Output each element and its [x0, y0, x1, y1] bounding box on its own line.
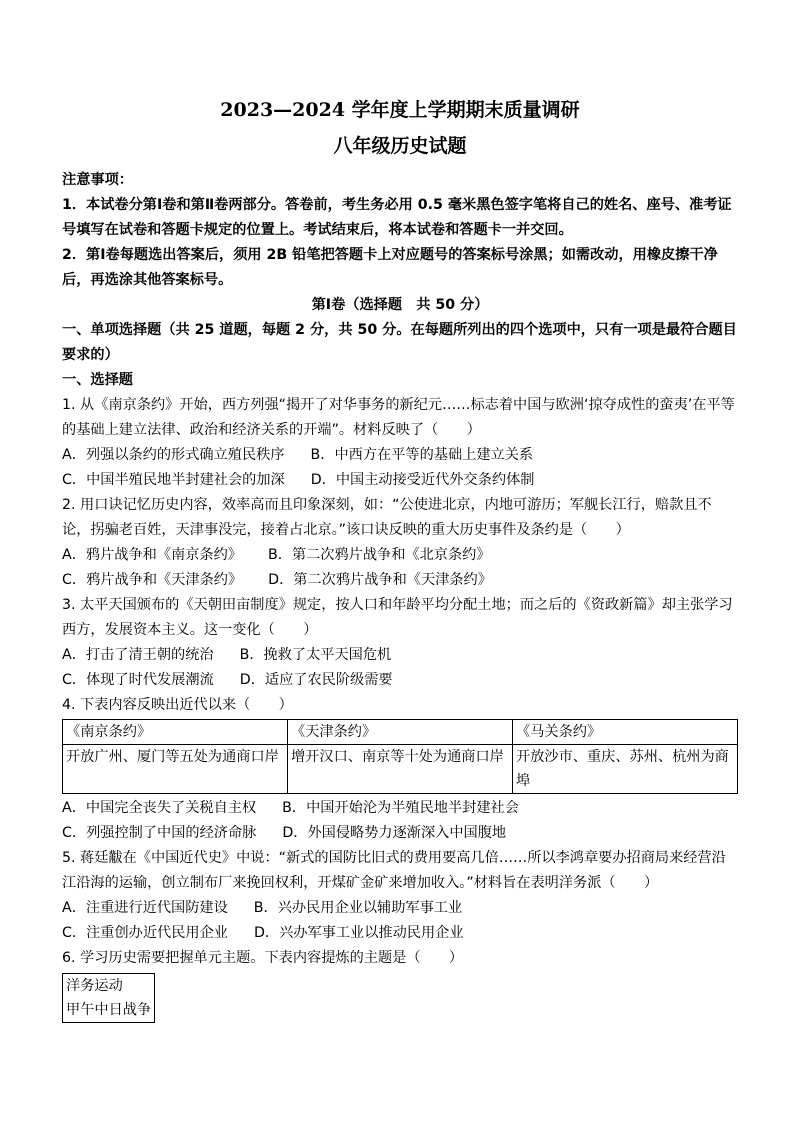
- option-c[interactable]: C．鸦片战争和《天津条约》: [62, 572, 243, 588]
- question-1: [62, 393, 738, 493]
- table-row: [63, 745, 738, 794]
- option-b[interactable]: B．挽救了太平天国危机: [239, 647, 392, 663]
- option-row: [62, 896, 738, 921]
- table-header-cell: 《南京条约》: [63, 720, 288, 745]
- option-c[interactable]: C．中国半殖民地半封建社会的加深: [62, 472, 285, 488]
- question-stem: 5. 蒋廷黻在《中国近代史》中说：“新式的国防比旧式的费用要高几倍……所以李鸿章要办招商局来经营沿江沿海的运输，创立制布厂来挽回权利，开煤矿金矿来增加收入。”材料旨在表明洋务派（ ）: [62, 850, 726, 891]
- option-d[interactable]: D．第二次鸦片战争和《天津条约》: [268, 572, 492, 588]
- option-a[interactable]: A．列强以条约的形式确立殖民秩序: [62, 447, 285, 463]
- notes-heading: 注意事项：: [62, 172, 133, 188]
- table-cell-line: 洋务运动: [66, 978, 123, 994]
- question-6: [62, 946, 738, 1023]
- theme-table: [62, 973, 155, 1023]
- option-d[interactable]: D．中国主动接受近代外交条约体制: [310, 472, 535, 488]
- table-cell-line: 甲午中日战争: [66, 1002, 152, 1018]
- exam-subtitle: 八年级历史试题: [333, 135, 467, 157]
- option-row: [62, 643, 738, 668]
- table-header-cell: 《天津条约》: [288, 720, 513, 745]
- option-a[interactable]: A．鸦片战争和《南京条约》: [62, 547, 242, 563]
- option-b[interactable]: B．中国开始沦为半殖民地半封建社会: [282, 800, 519, 816]
- option-c[interactable]: C．体现了时代发展潮流: [62, 672, 214, 688]
- treaty-table: [62, 719, 738, 794]
- option-c[interactable]: C．列强控制了中国的经济命脉: [62, 825, 257, 841]
- question-2: [62, 493, 738, 593]
- question-stem: 4. 下表内容反映出近代以来（ ）: [62, 697, 293, 713]
- option-row: [62, 443, 738, 468]
- table-header-cell: 《马关条约》: [513, 720, 738, 745]
- table-header-row: [63, 720, 738, 745]
- option-row: [62, 568, 738, 593]
- option-row: [62, 468, 738, 493]
- question-stem: 2. 用口诀记忆历史内容，效率高而且印象深刻，如：“公使进北京，内地可游历；军舰长江行，赔款且不论，拐骗老百姓，天津事没完，接着占北京。”该口诀反映的重大历史事件及条约是（ ）: [62, 497, 712, 538]
- option-row: [62, 668, 738, 693]
- question-stem: 3. 太平天国颁布的《天朝田亩制度》规定，按人口和年龄平均分配土地；而之后的《资政新篇》却主张学习西方，发展资本主义。这一变化（ ）: [62, 597, 733, 638]
- notes-item-1: 1．本试卷分第Ⅰ卷和第Ⅱ卷两部分。答卷前，考生务必用 0.5 毫米黑色签字笔将自己的姓名、座号、准考证号填写在试卷和答题卡规定的位置上。考试结束后，将本试卷和答题卡一并交回。: [62, 197, 732, 238]
- option-b[interactable]: B．第二次鸦片战争和《北京条约》: [267, 547, 491, 563]
- table-cell: [63, 974, 155, 1023]
- notes-item-2: 2．第Ⅰ卷每题选出答案后，须用 2B 铅笔把答题卡上对应题号的答案标号涂黑；如需改动，用橡皮擦干净后，再选涂其他答案标号。: [62, 247, 718, 288]
- option-row: [62, 821, 738, 846]
- table-row: [63, 974, 155, 1023]
- option-a[interactable]: A．打击了清王朝的统治: [62, 647, 214, 663]
- option-b[interactable]: B．兴办民用企业以辅助军事工业: [253, 900, 463, 916]
- notes-section: [62, 168, 738, 293]
- table-cell: 增开汉口、南京等十处为通商口岸: [288, 745, 513, 794]
- table-cell: 开放沙市、重庆、苏州、杭州为商埠: [513, 745, 738, 794]
- option-c[interactable]: C．注重创办近代民用企业: [62, 925, 228, 941]
- exam-title: 2023—2024 学年度上学期期末质量调研: [220, 99, 580, 121]
- question-stem: 1. 从《南京条约》开始，西方列强“揭开了对华事务的新纪元……标志着中国与欧洲‘掠夺成性的蛮夷’在平等的基础上建立法律、政治和经济关系的开端”。材料反映了（ ）: [62, 397, 735, 438]
- option-row: [62, 921, 738, 946]
- question-5: [62, 846, 738, 946]
- section-subheading: 一、选择题: [62, 372, 133, 388]
- option-d[interactable]: D．适应了农民阶级需要: [239, 672, 393, 688]
- option-a[interactable]: A．注重进行近代国防建设: [62, 900, 228, 916]
- option-b[interactable]: B．中西方在平等的基础上建立关系: [310, 447, 534, 463]
- option-row: [62, 796, 738, 821]
- section-header: 第Ⅰ卷（选择题 共 50 分）: [311, 297, 489, 313]
- option-row: [62, 543, 738, 568]
- question-stem: 6. 学习历史需要把握单元主题。下表内容提炼的主题是（ ）: [62, 950, 464, 966]
- question-4: [62, 693, 738, 846]
- option-d[interactable]: D．兴办军事工业以推动民用企业: [253, 925, 464, 941]
- section-instructions: 一、单项选择题（共 25 道题，每题 2 分，共 50 分。在每题所列出的四个选项中，只有一项是最符合题目要求的）: [62, 322, 737, 363]
- exam-page: [62, 90, 738, 1023]
- option-d[interactable]: D．外国侵略势力逐渐深入中国腹地: [282, 825, 507, 841]
- option-a[interactable]: A．中国完全丧失了关税自主权: [62, 800, 257, 816]
- table-cell: 开放广州、厦门等五处为通商口岸: [63, 745, 288, 794]
- question-3: [62, 593, 738, 693]
